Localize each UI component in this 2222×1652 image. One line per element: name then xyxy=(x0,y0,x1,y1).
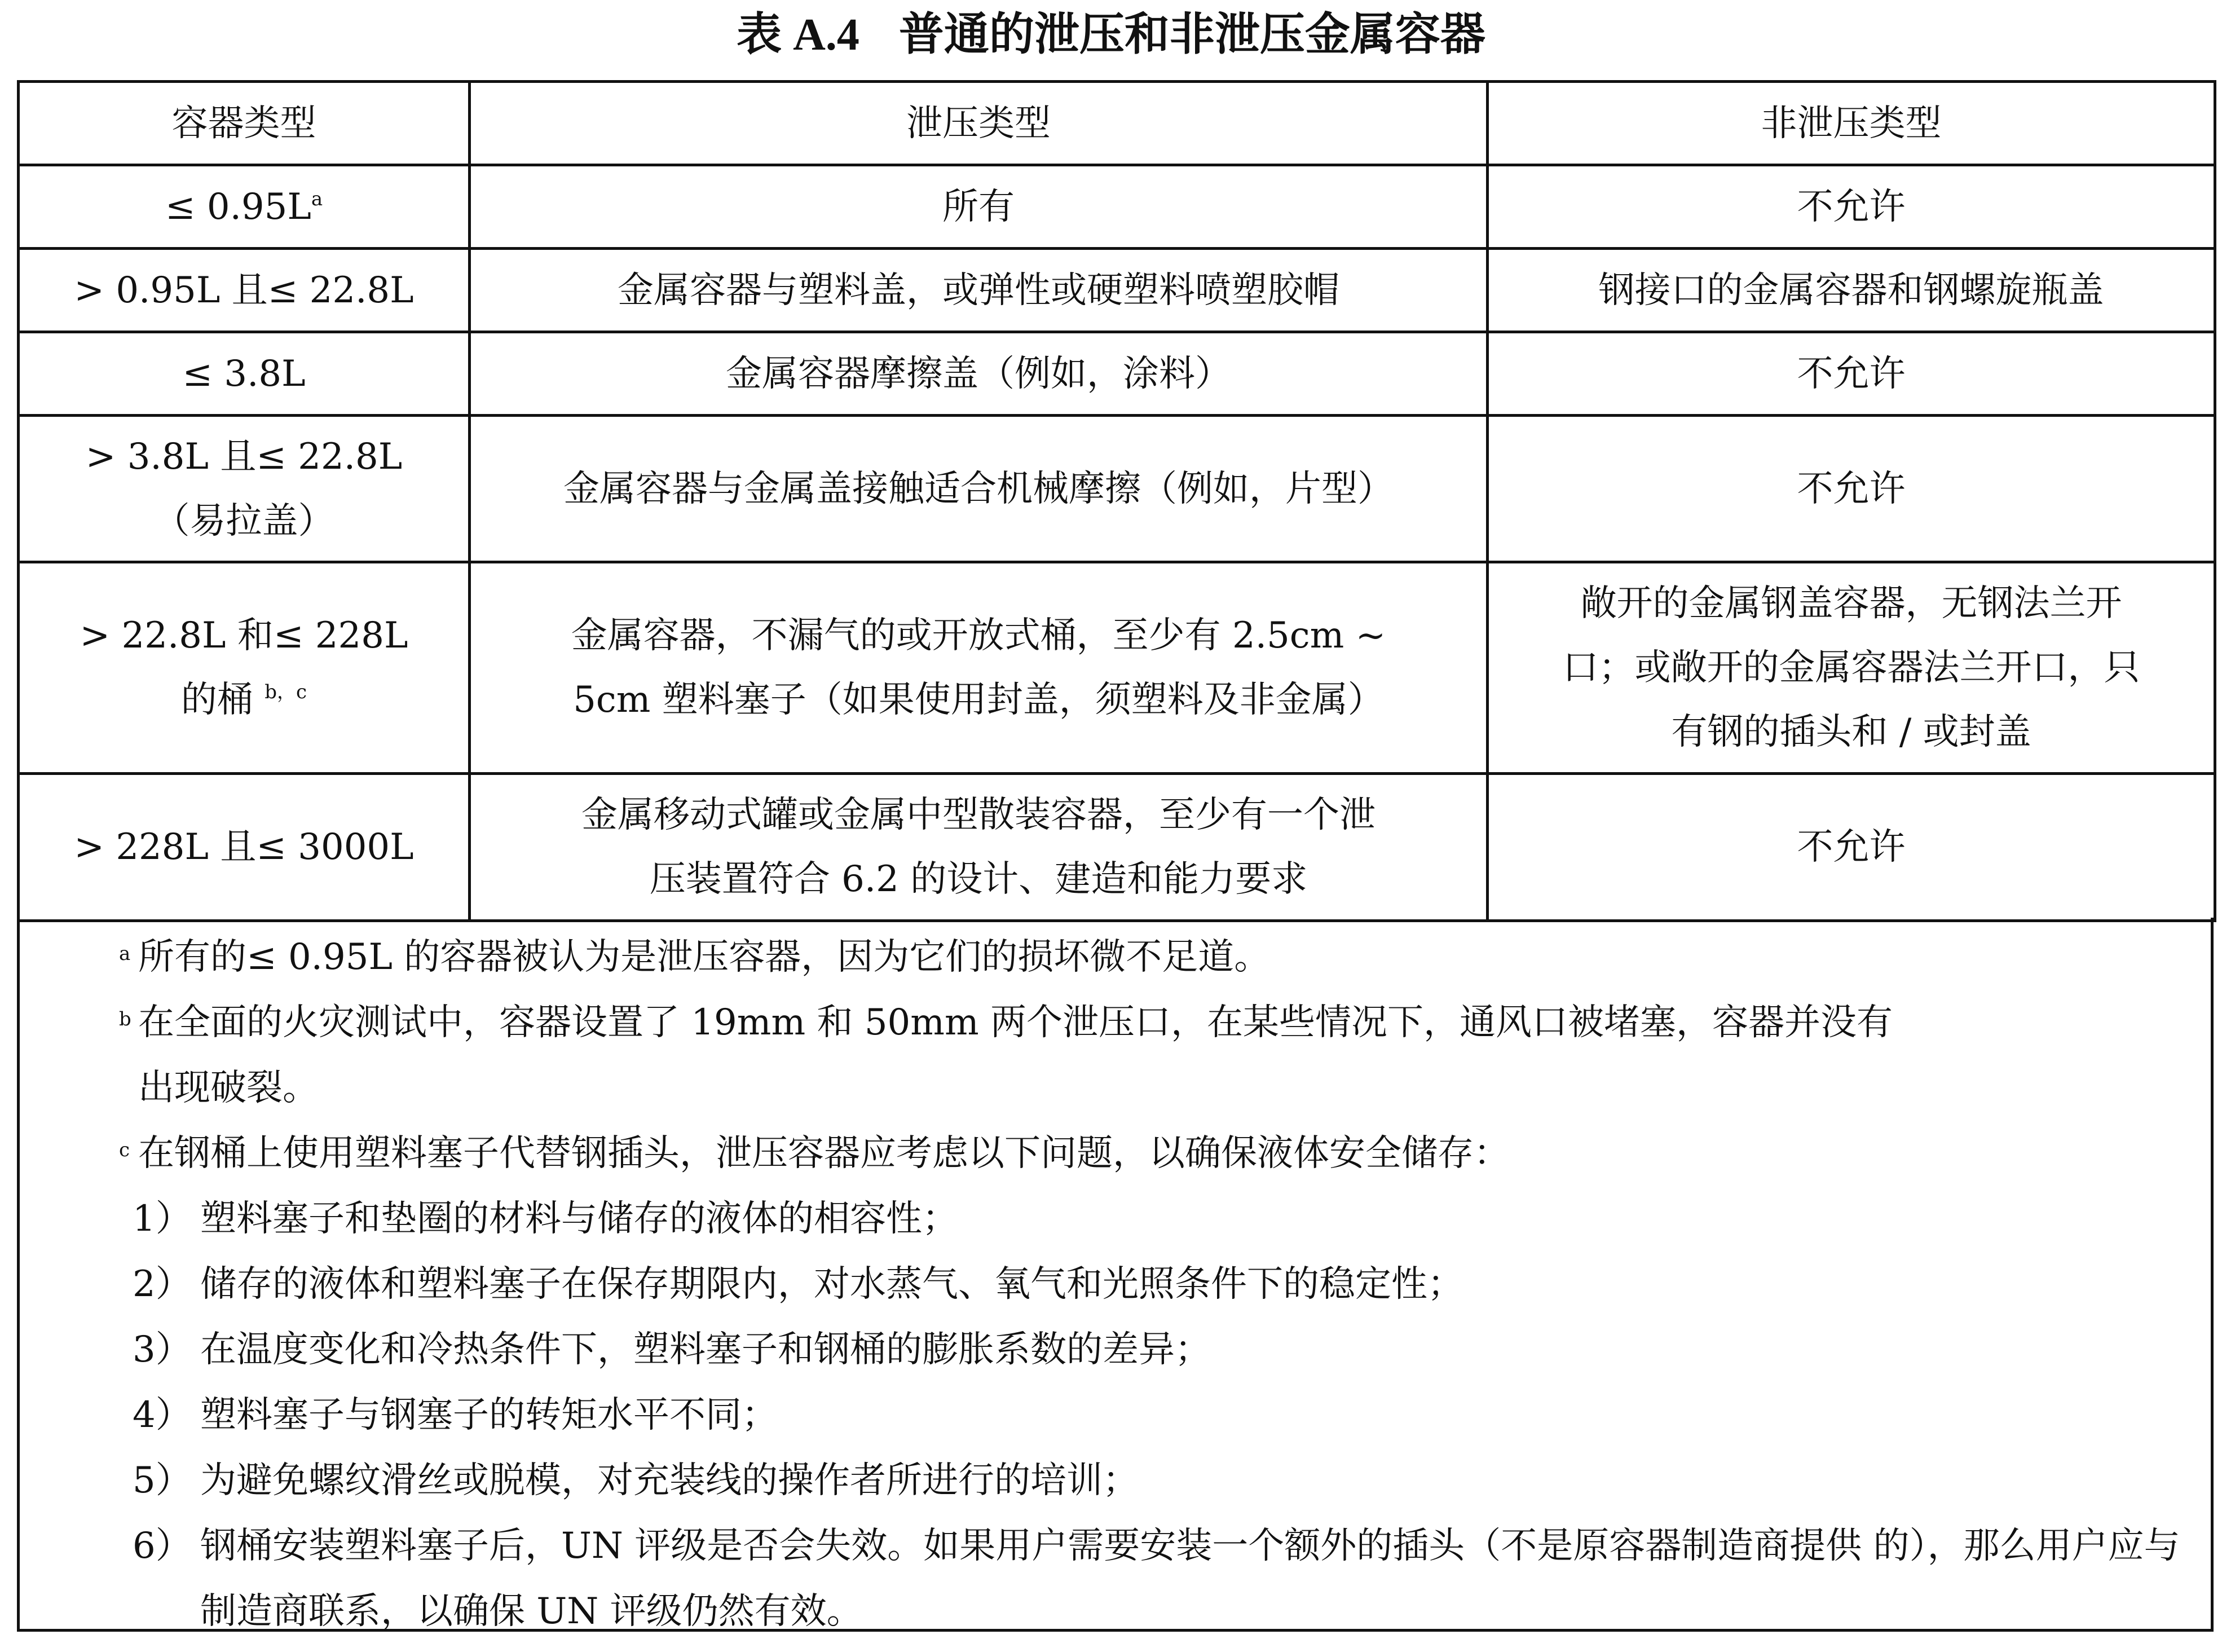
cell-line: 口；或敞开的金属容器法兰开口，只 xyxy=(1562,647,2140,689)
cell-nonrelief: 不允许 xyxy=(1488,165,2215,249)
list-text: 钢桶安装塑料塞子后，UN 评级是否会失效。如果用户需要安装一个额外的插头（不是原容器制造商提供 xyxy=(200,1525,1862,1567)
cell-line: 金属容器，不漏气的或开放式桶，至少有 2.5cm ~ xyxy=(571,615,1386,657)
list-text: 塑料塞子与钢塞子的转矩水平不同； xyxy=(200,1394,778,1436)
table-row xyxy=(19,774,2215,921)
table-title xyxy=(0,3,2222,65)
cell-line xyxy=(31,668,457,732)
cell-container-type xyxy=(19,416,470,562)
cell-line: > 3.8L 且≤ 22.8L xyxy=(85,435,403,478)
table-notes xyxy=(17,918,2214,1632)
cell-nonrelief: 钢接口的金属容器和钢螺旋瓶盖 xyxy=(1488,249,2215,332)
cell-line: 敞开的金属钢盖容器，无钢法兰开 xyxy=(1580,583,2122,624)
list-index: 4） xyxy=(133,1394,192,1436)
note-c xyxy=(119,1121,2188,1186)
list-text: 的），那么用户应与制造商联系，以确保 UN 评级仍然有效。 xyxy=(200,1525,2180,1632)
list-index: 3） xyxy=(133,1329,192,1371)
list-item xyxy=(133,1382,2188,1448)
cell-relief: 所有 xyxy=(470,165,1488,249)
table-number: 表 A.4 xyxy=(737,10,859,60)
cell-nonrelief: 不允许 xyxy=(1488,332,2215,416)
container-table xyxy=(17,80,2216,922)
footnote-mark: a xyxy=(311,187,323,210)
list-text: 为避免螺纹滑丝或脱模，对充装线的操作者所进行的培训； xyxy=(200,1460,1139,1501)
footnote-mark: b xyxy=(119,1008,131,1030)
list-text: 塑料塞子和垫圈的材料与储存的液体的相容性； xyxy=(200,1198,958,1240)
list-item xyxy=(133,1186,2188,1252)
cell-container-type: > 0.95L 且≤ 22.8L xyxy=(19,249,470,332)
table-row xyxy=(19,562,2215,774)
list-text: 在温度变化和冷热条件下，塑料塞子和钢桶的膨胀系数的差异； xyxy=(200,1329,1211,1371)
cell-relief: 金属容器与金属盖接触适合机械摩擦（例如，片型） xyxy=(470,416,1488,562)
header-nonrelief-type: 非泄压类型 xyxy=(1488,82,2215,165)
cell-text: 的桶 xyxy=(180,679,253,721)
cell-line: （易拉盖） xyxy=(153,500,334,542)
note-text: 在钢桶上使用塑料塞子代替钢插头，泄压容器应考虑以下问题，以确保液体安全储存： xyxy=(138,1133,1510,1174)
footnote-mark: a xyxy=(119,942,131,965)
cell-relief: 金属容器与塑料盖，或弹性或硬塑料喷塑胶帽 xyxy=(470,249,1488,332)
table-row xyxy=(19,332,2215,416)
note-text: 所有的≤ 0.95L 的容器被认为是泄压容器，因为它们的损坏微不足道。 xyxy=(138,936,1271,978)
cell-nonrelief: 不允许 xyxy=(1488,774,2215,921)
cell-line: 5cm 塑料塞子（如果使用封盖，须塑料及非金属） xyxy=(573,679,1384,721)
cell-relief: 金属容器摩擦盖（例如，涂料） xyxy=(470,332,1488,416)
table-row xyxy=(19,249,2215,332)
list-item xyxy=(133,1448,2188,1513)
cell-nonrelief: 不允许 xyxy=(1488,416,2215,562)
cell-relief xyxy=(470,562,1488,774)
cell-container-type: ≤ 3.8L xyxy=(19,332,470,416)
cell-line: 压装置符合 6.2 的设计、建造和能力要求 xyxy=(649,858,1308,900)
header-relief-type: 泄压类型 xyxy=(470,82,1488,165)
table-row xyxy=(19,165,2215,249)
list-index: 2） xyxy=(133,1263,192,1305)
list-index: 5） xyxy=(133,1460,192,1501)
cell-line: > 22.8L 和≤ 228L xyxy=(80,615,408,657)
cell-container-type: > 228L 且≤ 3000L xyxy=(19,774,470,921)
cell-container-type xyxy=(19,562,470,774)
list-item xyxy=(133,1317,2188,1382)
table-header-row xyxy=(19,82,2215,165)
cell-line: 金属移动式罐或金属中型散装容器，至少有一个泄 xyxy=(581,794,1375,836)
list-index: 6） xyxy=(133,1525,192,1567)
note-b xyxy=(119,990,2188,1121)
cell-container-type xyxy=(19,165,470,249)
note-text: 出现破裂。 xyxy=(138,1067,319,1109)
cell-text: ≤ 0.95L xyxy=(165,186,311,228)
cell-nonrelief xyxy=(1488,562,2215,774)
header-container-type: 容器类型 xyxy=(19,82,470,165)
list-item xyxy=(133,1513,2188,1644)
list-item xyxy=(133,1252,2188,1317)
table-title-text: 普通的泄压和非泄压金属容器 xyxy=(898,8,1485,60)
footnote-mark: c xyxy=(119,1139,130,1161)
cell-line: 有钢的插头和 / 或封盖 xyxy=(1671,711,2031,753)
footnote-mark: b，c xyxy=(264,681,307,703)
cell-relief xyxy=(470,774,1488,921)
list-text: 储存的液体和塑料塞子在保存期限内，对水蒸气、氧气和光照条件下的稳定性； xyxy=(200,1263,1463,1305)
note-a xyxy=(119,924,2188,990)
list-index: 1） xyxy=(133,1198,192,1240)
note-text: 在全面的火灾测试中，容器设置了 19mm 和 50mm 两个泄压口，在某些情况下，通风口被堵塞，容器并没有 xyxy=(138,1002,1893,1043)
table-row xyxy=(19,416,2215,562)
